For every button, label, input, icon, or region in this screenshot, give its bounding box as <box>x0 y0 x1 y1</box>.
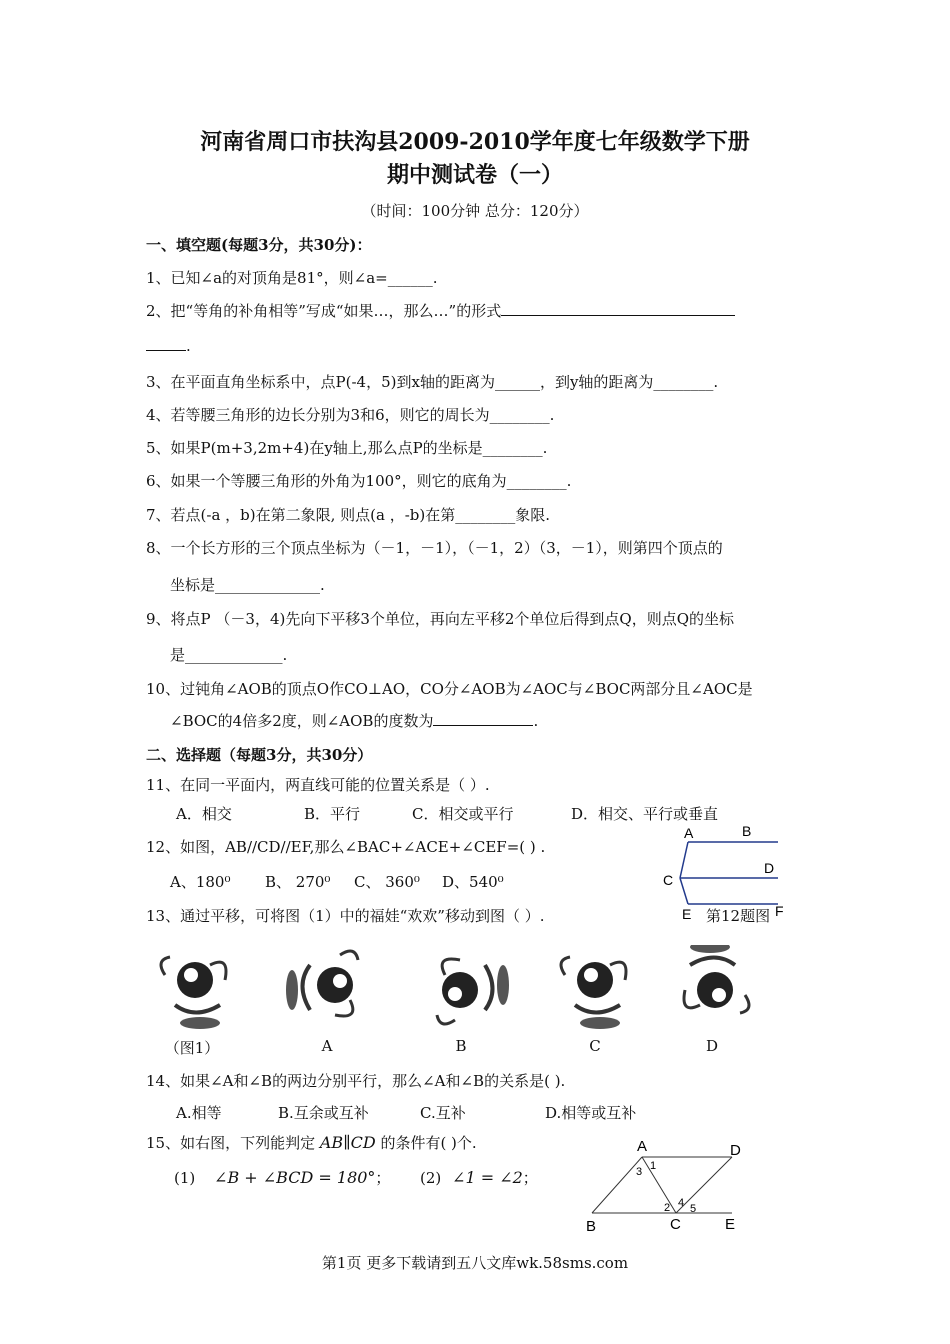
answer-blank <box>501 301 735 316</box>
mascot-label-d: D <box>705 1037 719 1055</box>
q15-condition-2-tail: ； <box>522 1169 538 1187</box>
question-15 <box>146 1132 477 1153</box>
label-c: C <box>663 872 674 888</box>
figure-12-caption: 第12题图 <box>706 907 771 925</box>
label-e: E <box>682 906 692 922</box>
label-c: C <box>670 1216 681 1233</box>
label-b: B <box>586 1218 597 1235</box>
question-8: 8、一个长方形的三个顶点坐标为（－1，－1），（－1，2）（3，－1），则第四个顶点的 <box>146 539 723 557</box>
angle-4: 4 <box>678 1197 685 1209</box>
mascot-label-a: A <box>321 1037 333 1055</box>
question-3: 3、在平面直角坐标系中，点P(-4，5)到x轴的距离为______，到y轴的距离为________. <box>146 373 719 391</box>
question-5: 5、如果P(m+3,2m+4)在y轴上,那么点P的坐标是________. <box>146 439 548 457</box>
answer-blank <box>146 336 186 351</box>
angle-1: 1 <box>650 1160 657 1172</box>
segment-ac <box>642 1157 676 1213</box>
q15-condition-1 <box>174 1167 390 1188</box>
q15-condition-1-tail: ； <box>375 1169 391 1187</box>
q11-option-d: D．相交、平行或垂直 <box>571 805 719 823</box>
segment-ab <box>592 1157 642 1213</box>
page-title-line1: 河南省周口市扶沟县2009-2010学年度七年级数学下册 <box>200 129 750 155</box>
question-11: 11、在同一平面内，两直线可能的位置关系是（ ）. <box>146 776 490 794</box>
question-4: 4、若等腰三角形的边长分别为3和6，则它的周长为________. <box>146 406 555 424</box>
q12-option-c: C、 360⁰ <box>354 873 420 891</box>
label-a: A <box>684 825 694 841</box>
question-2-end: . <box>186 337 191 355</box>
angle-2: 2 <box>664 1202 671 1214</box>
mascot-figure-a <box>286 951 358 1016</box>
angle-3: 3 <box>636 1166 643 1178</box>
question-15-math: AB∥CD <box>319 1133 376 1152</box>
question-7: 7、若点(-a ，b)在第二象限, 则点(a ，-b)在第________象限. <box>146 506 551 524</box>
segment-ac <box>680 842 688 878</box>
mascot-figure-c <box>561 957 626 1029</box>
label-a: A <box>637 1138 648 1155</box>
mascot-label-c: C <box>589 1037 601 1055</box>
q12-option-a: A、180⁰ <box>170 873 231 891</box>
page-title-line2: 期中测试卷（一） <box>386 162 563 188</box>
label-e: E <box>725 1216 736 1233</box>
question-9-cont: 是_____________. <box>170 646 288 664</box>
q12-option-b: B、 270⁰ <box>265 873 331 891</box>
q14-option-d: D.相等或互补 <box>545 1104 637 1122</box>
q11-option-c: C．相交或平行 <box>412 805 514 823</box>
question-6: 6、如果一个等腰三角形的外角为100°，则它的底角为________. <box>146 472 572 490</box>
question-13: 13、通过平移，可将图（1）中的福娃“欢欢”移动到图（ ）. <box>146 907 545 925</box>
question-10-cont <box>170 710 538 731</box>
q12-option-d: D、540⁰ <box>442 873 504 891</box>
label-b: B <box>742 823 752 839</box>
question-15-tail: 的条件有( )个. <box>380 1134 477 1152</box>
q15-condition-2-math: ∠1 = ∠2 <box>452 1168 523 1187</box>
q15-condition-2-num: (2) <box>420 1169 442 1187</box>
q14-option-c: C.互补 <box>420 1104 466 1122</box>
question-10: 10、过钝角∠AOB的顶点O作CO⊥AO，CO分∠AOB为∠AOC与∠BOC两部分且∠AOC是 <box>146 680 753 698</box>
label-f: F <box>775 903 784 919</box>
mascot-figure-b <box>437 959 509 1024</box>
question-1: 1、已知∠a的对顶角是81°，则∠a=______. <box>146 269 438 287</box>
q11-option-b: B．平行 <box>304 805 361 823</box>
question-10-text: ∠BOC的4倍多2度，则∠AOB的度数为 <box>170 712 434 730</box>
segment-cd <box>676 1157 732 1213</box>
angle-5: 5 <box>690 1203 697 1215</box>
label-d: D <box>730 1142 741 1159</box>
question-8-cont: 坐标是______________. <box>170 576 325 594</box>
exam-meta: （时间：100分钟 总分：120分） <box>361 202 589 220</box>
q15-condition-1-math: ∠B + ∠BCD = 180° <box>214 1168 376 1187</box>
question-12: 12、如图，AB//CD//EF,那么∠BAC+∠ACE+∠CEF=( ) . <box>146 838 546 856</box>
question-2-text: 2、把“等角的补角相等”写成“如果…，那么…”的形式 <box>146 302 502 320</box>
mascot-label-b: B <box>455 1037 467 1055</box>
question-10-end: . <box>533 712 539 730</box>
q15-condition-1-num: (1) <box>174 1169 196 1187</box>
question-14: 14、如果∠A和∠B的两边分别平行，那么∠A和∠B的关系是( ). <box>146 1072 566 1090</box>
answer-blank <box>433 711 533 726</box>
q15-condition-2 <box>420 1167 538 1188</box>
section1-heading: 一、填空题(每题3分，共30分)： <box>146 236 372 254</box>
q14-option-a: A.相等 <box>176 1104 222 1122</box>
figure-15 <box>580 1135 760 1240</box>
question-15-text: 15、如右图，下列能判定 <box>146 1134 316 1152</box>
mascot-label-1: （图1） <box>164 1039 220 1057</box>
q11-option-a: A．相交 <box>176 805 232 823</box>
mascot-figure-1 <box>161 957 226 1029</box>
mascot-figures <box>150 945 790 1035</box>
question-9: 9、将点P （－3，4)先向下平移3个单位，再向左平移2个单位后得到点Q，则点Q的坐标 <box>146 610 735 628</box>
mascot-figure-d <box>684 945 749 1013</box>
question-2 <box>146 300 735 321</box>
section2-heading: 二、选择题（每题3分，共30分） <box>146 746 373 764</box>
label-d: D <box>764 860 775 876</box>
q14-option-b: B.互余或互补 <box>278 1104 369 1122</box>
question-2-cont <box>146 336 191 355</box>
page-footer: 第1页 更多下载请到五八文库wk.58sms.com <box>321 1254 629 1272</box>
segment-ce <box>680 878 688 904</box>
